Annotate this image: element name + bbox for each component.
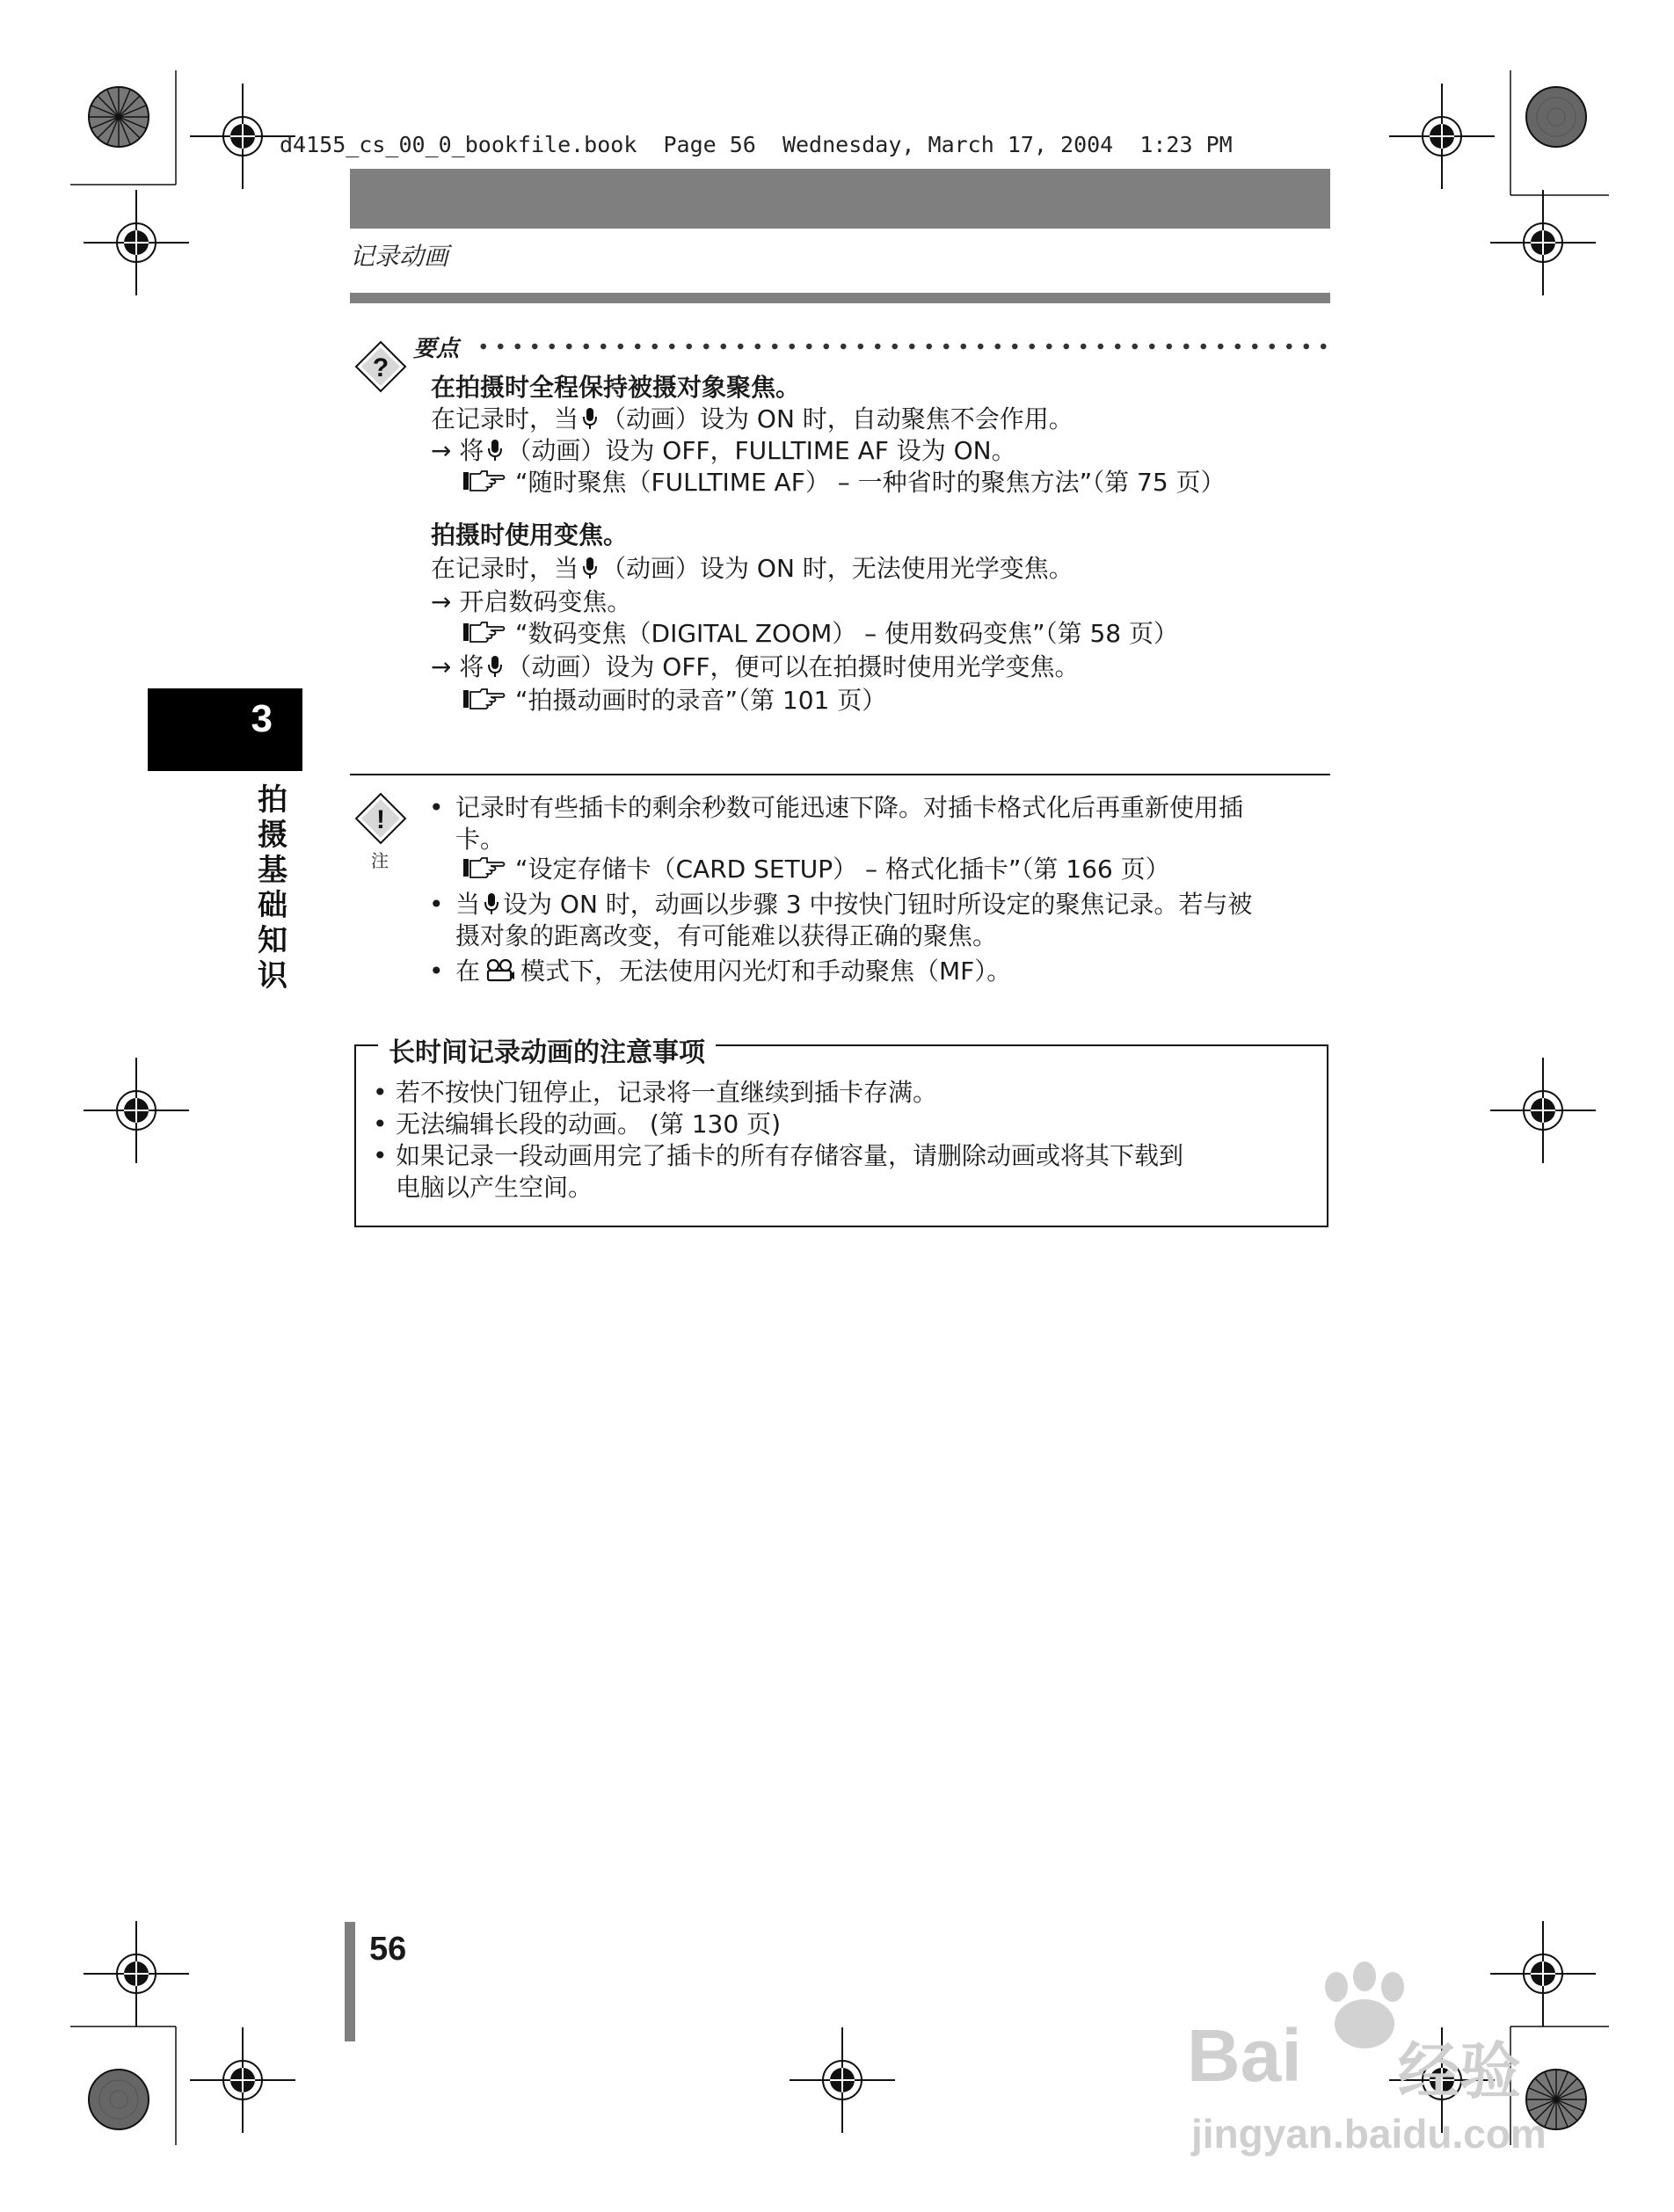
- note-reference: “设定存储卡（CARD SETUP） – 格式化插卡”（第 166 页）: [462, 855, 1170, 884]
- note-text: 当 设为 ON 时，动画以步骤 3 中按快门钮时所设定的聚焦记录。若与被: [455, 890, 1253, 919]
- pointing-hand-icon: [462, 469, 506, 492]
- page-number: 56: [369, 1931, 407, 1968]
- watermark-url: jingyan.baidu.com: [1191, 2111, 1547, 2157]
- print-file-line: d4155_cs_00_0_bookfile.book Page 56 Wednesday, March 17, 2004 1:23 PM: [280, 132, 1233, 157]
- microphone-icon: [582, 557, 598, 579]
- chapter-tab: [148, 688, 302, 771]
- box-bullet: •: [373, 1078, 388, 1107]
- chapter-title-char: 知: [258, 923, 287, 958]
- note-text: 在 模式下，无法使用闪光灯和手动聚焦（MF）。: [455, 957, 1012, 986]
- pointing-hand-icon: [462, 856, 506, 879]
- watermark-brand: Bai: [1187, 2014, 1302, 2097]
- tip-line: → 将 （动画）设为 OFF，FULLTIME AF 设为 ON。: [431, 436, 1016, 465]
- chapter-title-vertical: [255, 782, 290, 993]
- chapter-title-char: 基: [258, 853, 287, 888]
- chapter-number: 3: [251, 697, 273, 740]
- page-number-bar: [345, 1922, 355, 2041]
- caution-diamond-icon: [353, 791, 408, 846]
- chapter-title-char: 拍: [258, 782, 287, 818]
- note-bullet: •: [429, 793, 444, 822]
- box-item: 无法编辑长段的动画。 (第 130 页): [396, 1110, 781, 1139]
- section-title: 记录动画: [350, 242, 449, 271]
- note-label: 注: [371, 850, 389, 871]
- microphone-icon: [487, 655, 503, 678]
- tip-line: → 开启数码变焦。: [431, 587, 632, 616]
- chapter-title-char: 础: [258, 888, 287, 923]
- tip-line: → 将 （动画）设为 OFF，便可以在拍摄时使用光学变焦。: [431, 652, 1080, 681]
- chapter-title-char: 摄: [258, 818, 287, 853]
- note-bullet: •: [429, 957, 444, 986]
- tips-dotted-rule: [475, 343, 1332, 350]
- box-item: 若不按快门钮停止，记录将一直继续到插卡存满。: [396, 1078, 938, 1107]
- tip-reference: “随时聚焦（FULLTIME AF） – 一种省时的聚焦方法”（第 75 页）: [462, 468, 1226, 498]
- tip-line: 在记录时，当 （动画）设为 ON 时，无法使用光学变焦。: [431, 554, 1074, 583]
- tip-heading: 拍摄时使用变焦。: [431, 520, 629, 549]
- watermark-brand-tail: 经验: [1398, 2037, 1521, 2106]
- box-bullet: •: [373, 1141, 388, 1170]
- pointing-hand-icon: [462, 688, 506, 710]
- box-item: 电脑以产生空间。: [396, 1173, 593, 1202]
- note-text: 摄对象的距离改变，有可能难以获得正确的聚焦。: [455, 921, 998, 950]
- tip-line: 在记录时，当 （动画）设为 ON 时，自动聚焦不会作用。: [431, 404, 1074, 433]
- tip-heading: 在拍摄时全程保持被摄对象聚焦。: [431, 373, 801, 402]
- svg-text:!: !: [376, 805, 385, 834]
- tips-label: 要点: [413, 336, 460, 362]
- header-bar: [350, 169, 1330, 229]
- microphone-icon: [484, 892, 499, 915]
- chapter-title-char: 识: [258, 958, 287, 993]
- pointing-hand-icon: [462, 621, 506, 644]
- svg-text:?: ?: [372, 353, 389, 382]
- tip-reference: “数码变焦（DIGITAL ZOOM） – 使用数码变焦”（第 58 页）: [462, 619, 1178, 649]
- note-bullet: •: [429, 890, 444, 919]
- movie-mode-icon: [485, 958, 515, 983]
- microphone-icon: [487, 439, 503, 462]
- caution-box-title: 长时间记录动画的注意事项: [378, 1030, 716, 1069]
- box-item: 如果记录一段动画用完了插卡的所有存储容量，请删除动画或将其下载到: [396, 1141, 1184, 1170]
- section-divider: [350, 774, 1330, 775]
- note-text: 卡。: [455, 825, 506, 854]
- note-text: 记录时有些插卡的剩余秒数可能迅速下降。对插卡格式化后再重新使用插: [455, 793, 1244, 822]
- header-rule: [350, 293, 1330, 303]
- question-diamond-icon: [353, 339, 408, 394]
- box-bullet: •: [373, 1110, 388, 1139]
- tip-reference: “拍摄动画时的录音”（第 101 页）: [462, 686, 886, 716]
- microphone-icon: [582, 407, 598, 430]
